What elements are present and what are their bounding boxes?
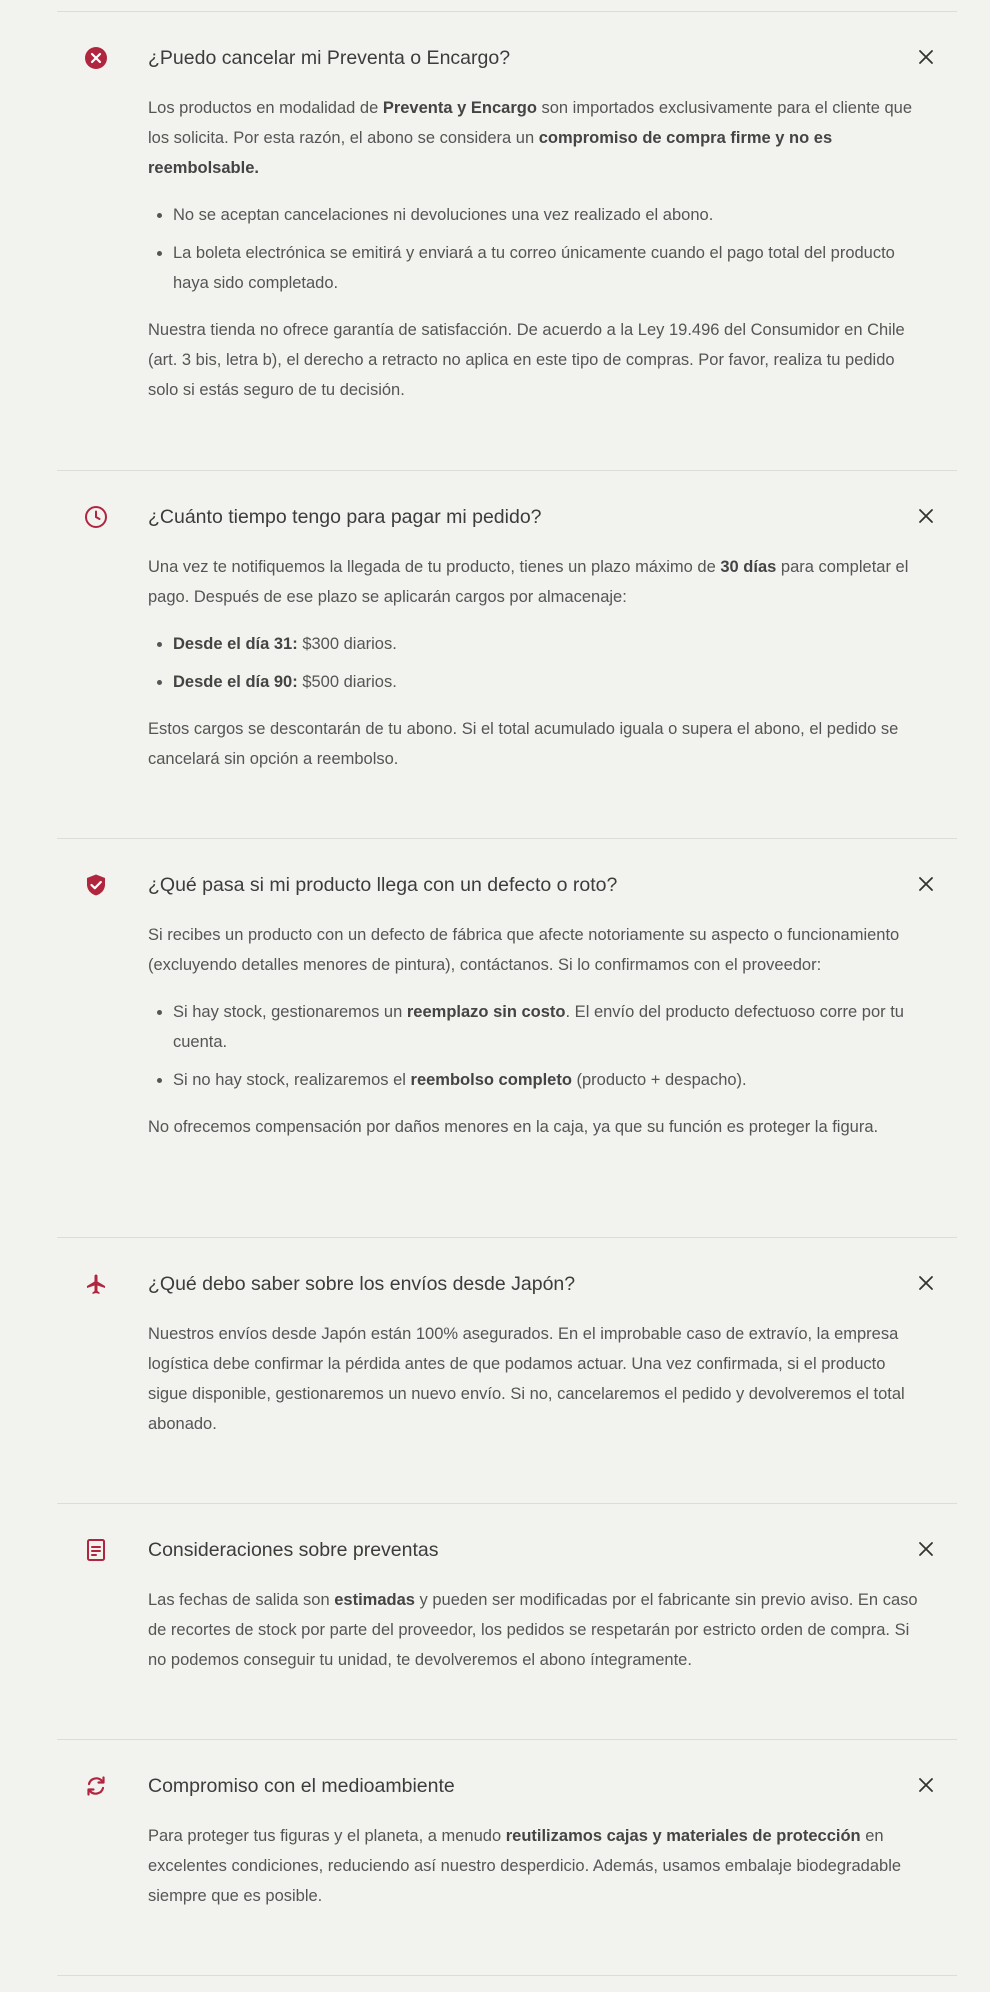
divider (57, 1739, 957, 1740)
clock-icon (84, 505, 108, 529)
faq-question: Consideraciones sobre preventas (148, 1539, 439, 1561)
faq-answer (148, 552, 918, 791)
answer-paragraph: Estos cargos se descontarán de tu abono. Si el total acumulado iguala o supera el abono, el pedido se cancelará sin opción a reembolso. (148, 720, 899, 768)
faq-answer (148, 920, 918, 1159)
faq-answer (148, 1821, 918, 1928)
faq-item-japan-shipping (57, 1261, 957, 1433)
faq-question-row[interactable] (57, 1527, 957, 1571)
faq-item-defect (57, 862, 957, 1136)
divider (57, 1237, 957, 1238)
answer-paragraph: Nuestros envíos desde Japón están 100% asegurados. En el improbable caso de extravío, la empresa logística debe confirmar la pérdida antes de que podamos actuar. Una vez confirmada, si el producto sigue disponible, gestionaremos un nuevo envío. Si no, cancelaremos el pedido y devolveremos el total abonado. (148, 1325, 905, 1433)
answer-paragraph: Una vez te notifiquemos la llegada de tu producto, tienes un plazo máximo de 30 días para completar el pago. Después de ese plazo se aplicarán cargos por almacenaje: (148, 558, 909, 606)
recycle-icon (84, 1774, 108, 1798)
list-item: • La boleta electrónica se emitirá y enviará a tu correo únicamente cuando el pago total del producto haya sido completado. (173, 238, 918, 298)
answer-list (148, 629, 918, 697)
divider (57, 1975, 957, 1976)
faq-item-preorder-notes (57, 1527, 957, 1669)
answer-paragraph: Las fechas de salida son estimadas y pueden ser modificadas por el fabricante sin previo aviso. En caso de recortes de stock por parte del proveedor, los pedidos se respetarán por estricto orden de compra. Si no podemos conseguir tu unidad, te devolveremos el abono íntegramente. (148, 1591, 918, 1669)
list-item: • Si hay stock, gestionaremos un reemplazo sin costo. El envío del producto defectuoso corre por tu cuenta. (173, 997, 918, 1057)
divider (57, 470, 957, 471)
faq-answer (148, 1585, 918, 1692)
faq-question: ¿Qué pasa si mi producto llega con un defecto o roto? (148, 874, 618, 896)
answer-list (148, 997, 918, 1095)
faq-answer (148, 1319, 918, 1456)
airplane-icon (84, 1272, 108, 1296)
faq-question: Compromiso con el medioambiente (148, 1775, 455, 1797)
close-icon[interactable] (917, 875, 935, 893)
faq-answer (148, 93, 918, 422)
faq-question-row[interactable] (57, 1261, 957, 1305)
close-icon[interactable] (917, 1540, 935, 1558)
divider (57, 11, 957, 12)
list-item: • No se aceptan cancelaciones ni devoluciones una vez realizado el abono. (173, 200, 918, 230)
faq-item-cancel-preorder (57, 35, 957, 399)
close-icon[interactable] (917, 507, 935, 525)
x-circle-icon (84, 46, 108, 70)
answer-paragraph: Los productos en modalidad de Preventa y Encargo son importados exclusivamente para el cliente que los solicita. Por esta razón, el abono se considera un compromiso de compra firme y no es reembolsable. (148, 99, 913, 177)
answer-paragraph: No ofrecemos compensación por daños menores en la caja, ya que su función es proteger la figura. (148, 1118, 879, 1136)
divider (57, 838, 957, 839)
faq-question-row[interactable] (57, 494, 957, 538)
faq-question-row[interactable] (57, 862, 957, 906)
faq-question: ¿Puedo cancelar mi Preventa o Encargo? (148, 47, 511, 69)
list-item: • Desde el día 90: $500 diarios. (173, 667, 918, 697)
document-icon (84, 1538, 108, 1562)
divider (57, 1503, 957, 1504)
answer-paragraph: Si recibes un producto con un defecto de fábrica que afecte notoriamente su aspecto o funcionamiento (excluyendo detalles menores de pintura), contáctanos. Si lo confirmamos con el proveedor: (148, 926, 900, 974)
answer-paragraph: Nuestra tienda no ofrece garantía de satisfacción. De acuerdo a la Ley 19.496 del Consumidor en Chile (art. 3 bis, letra b), el derecho a retracto no aplica en este tipo de compras. Por favor, realiza tu pedido solo si estás seguro de tu decisión. (148, 321, 905, 399)
answer-paragraph: Para proteger tus figuras y el planeta, a menudo reutilizamos cajas y materiales de protección en excelentes condiciones, reduciendo así nuestro desperdicio. Además, usamos embalaje biodegradable siempre que es posible. (148, 1827, 902, 1905)
close-icon[interactable] (917, 1776, 935, 1794)
answer-list (148, 200, 918, 298)
faq-question: ¿Cuánto tiempo tengo para pagar mi pedido? (148, 506, 542, 528)
shield-check-icon (84, 873, 108, 897)
list-item: • Desde el día 31: $300 diarios. (173, 629, 918, 659)
close-icon[interactable] (917, 1274, 935, 1292)
list-item: • Si no hay stock, realizaremos el reembolso completo (producto + despacho). (173, 1065, 918, 1095)
faq-question-row[interactable] (57, 35, 957, 79)
faq-question-row[interactable] (57, 1763, 957, 1807)
faq-question: ¿Qué debo saber sobre los envíos desde Japón? (148, 1273, 576, 1295)
faq-item-payment-time (57, 494, 957, 768)
close-icon[interactable] (917, 48, 935, 66)
faq-item-environment (57, 1763, 957, 1905)
